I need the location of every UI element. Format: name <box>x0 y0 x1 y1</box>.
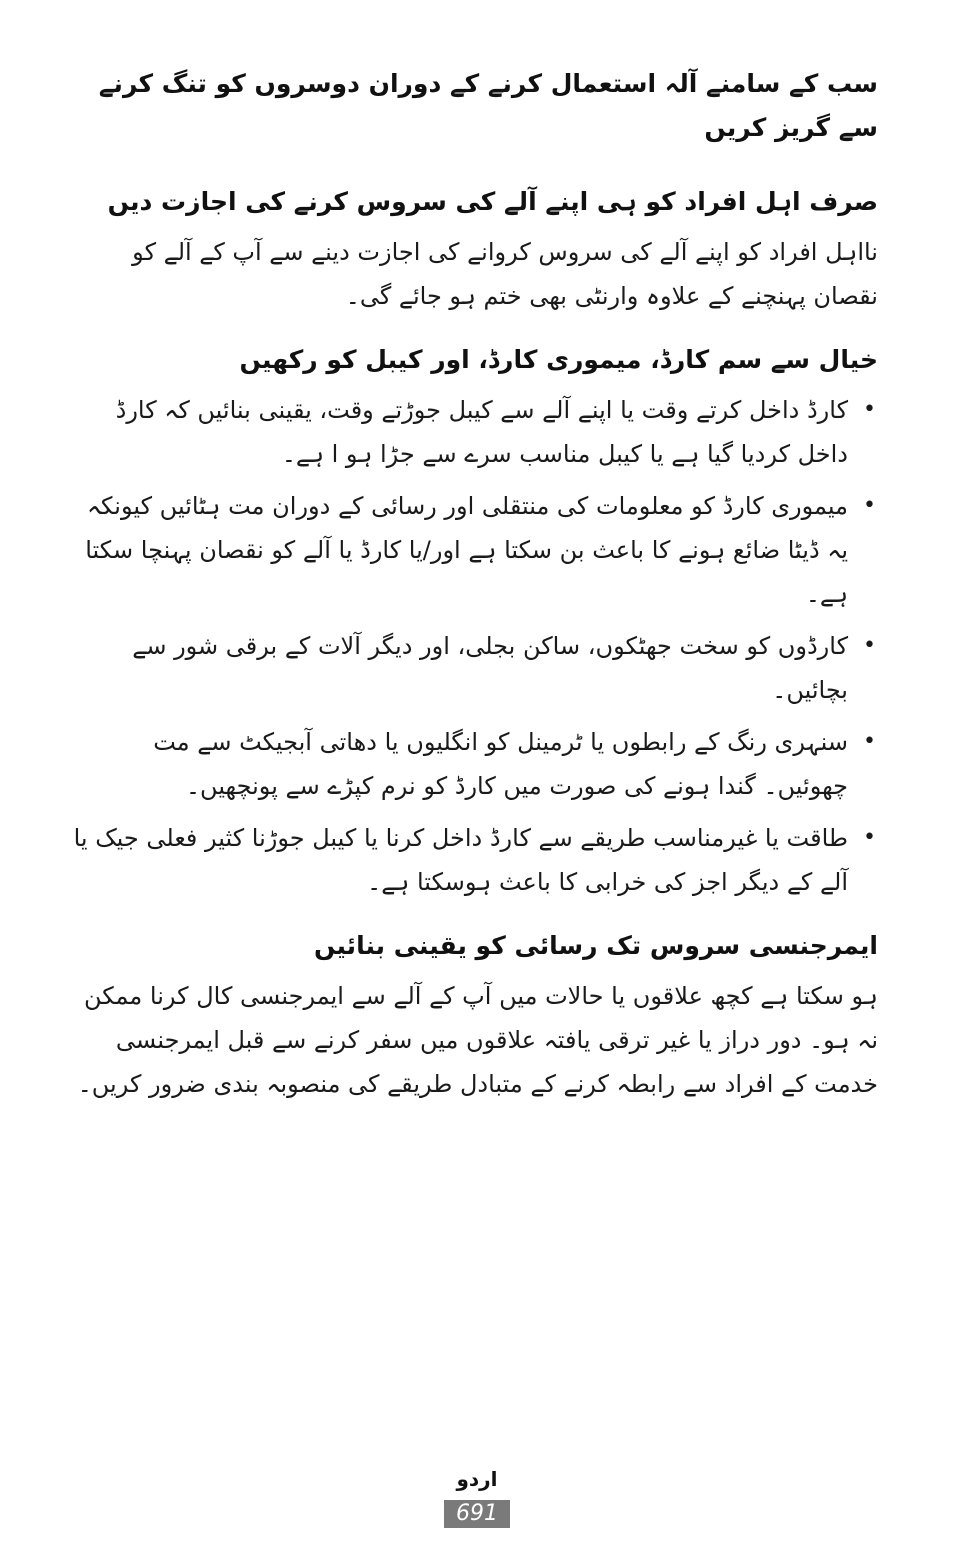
section-emergency-access <box>72 924 878 1106</box>
list-item <box>72 720 878 808</box>
list-item <box>72 388 878 476</box>
section-heading: صرف اہل افراد کو ہی اپنے آلے کی سروس کرنے کی اجازت دیں <box>107 187 878 216</box>
footer-language-label: اردو <box>456 1467 498 1491</box>
section-heading: ایمرجنسی سروس تک رسائی کو یقینی بنائیں <box>313 931 878 960</box>
list-item-text: طاقت یا غیرمناسب طریقے سے کارڈ داخل کرنا یا کیبل جوڑنا کثیر فعلی جیک یا آلے کے دیگر اجز کی خرابی کا باعث ہوسکتا ہے۔ <box>73 824 848 896</box>
page-number-badge: 691 <box>444 1500 510 1528</box>
section-body: ہو سکتا ہے کچھ علاقوں یا حالات میں آپ کے آلے سے ایمرجنسی کال کرنا ممکن نہ ہو۔ دور دراز یا غیر ترقی یافتہ علاقوں میں سفر کرنے سے قبل ایمرجنسی خدمت کے افراد سے رابطہ کرنے کے متبادل طریقے کی منصوبہ بندی ضرور کریں۔ <box>77 982 878 1098</box>
bullet-icon: • <box>863 729 876 754</box>
bullet-icon: • <box>863 493 876 518</box>
section-card-handling <box>72 338 878 904</box>
document-page <box>72 62 878 1126</box>
list-item-text: میموری کارڈ کو معلومات کی منتقلی اور رسائی کے دوران مت ہٹائیں کیونکہ یہ ڈیٹا ضائع ہونے کا باعث بن سکتا ہے اور/یا کارڈ یا آلے کو نقصان پہنچا سکتا ہے۔ <box>85 492 848 608</box>
section-heading: سب کے سامنے آلہ استعمال کرنے کے دوران دوسروں کو تنگ کرنے سے گریز کریں <box>98 69 878 142</box>
list-item <box>72 816 878 904</box>
bullet-icon: • <box>863 825 876 850</box>
list-item-text: سنہری رنگ کے رابطوں یا ٹرمینل کو انگلیوں یا دھاتی آبجیکٹ سے مت چھوئیں۔ گندا ہونے کی صورت میں کارڈ کو نرم کپڑے سے پونچھیں۔ <box>153 728 848 800</box>
list-item <box>72 484 878 616</box>
bullet-icon: • <box>863 633 876 658</box>
bullet-list <box>72 388 878 904</box>
section-etiquette <box>72 62 878 150</box>
section-heading: خیال سے سم کارڈ، میموری کارڈ، اور کیبل کو رکھیں <box>239 345 878 374</box>
list-item-text: کارڈ داخل کرتے وقت یا اپنے آلے سے کیبل جوڑتے وقت، یقینی بنائیں کہ کارڈ داخل کردیا گیا ہے یا کیبل مناسب سرے سے جڑا ہو ا ہے۔ <box>115 396 848 468</box>
list-item <box>72 624 878 712</box>
list-item-text: کارڈوں کو سخت جھٹکوں، ساکن بجلی، اور دیگر آلات کے برقی شور سے بچائیں۔ <box>132 632 848 704</box>
section-body: نااہل افراد کو اپنے آلے کی سروس کروانے کی اجازت دینے سے آپ کے آلے کو نقصان پہنچنے کے علاوہ وارنٹی بھی ختم ہو جائے گی۔ <box>132 238 878 310</box>
page-footer <box>0 1464 954 1528</box>
section-qualified-service <box>72 180 878 318</box>
bullet-icon: • <box>863 397 876 422</box>
